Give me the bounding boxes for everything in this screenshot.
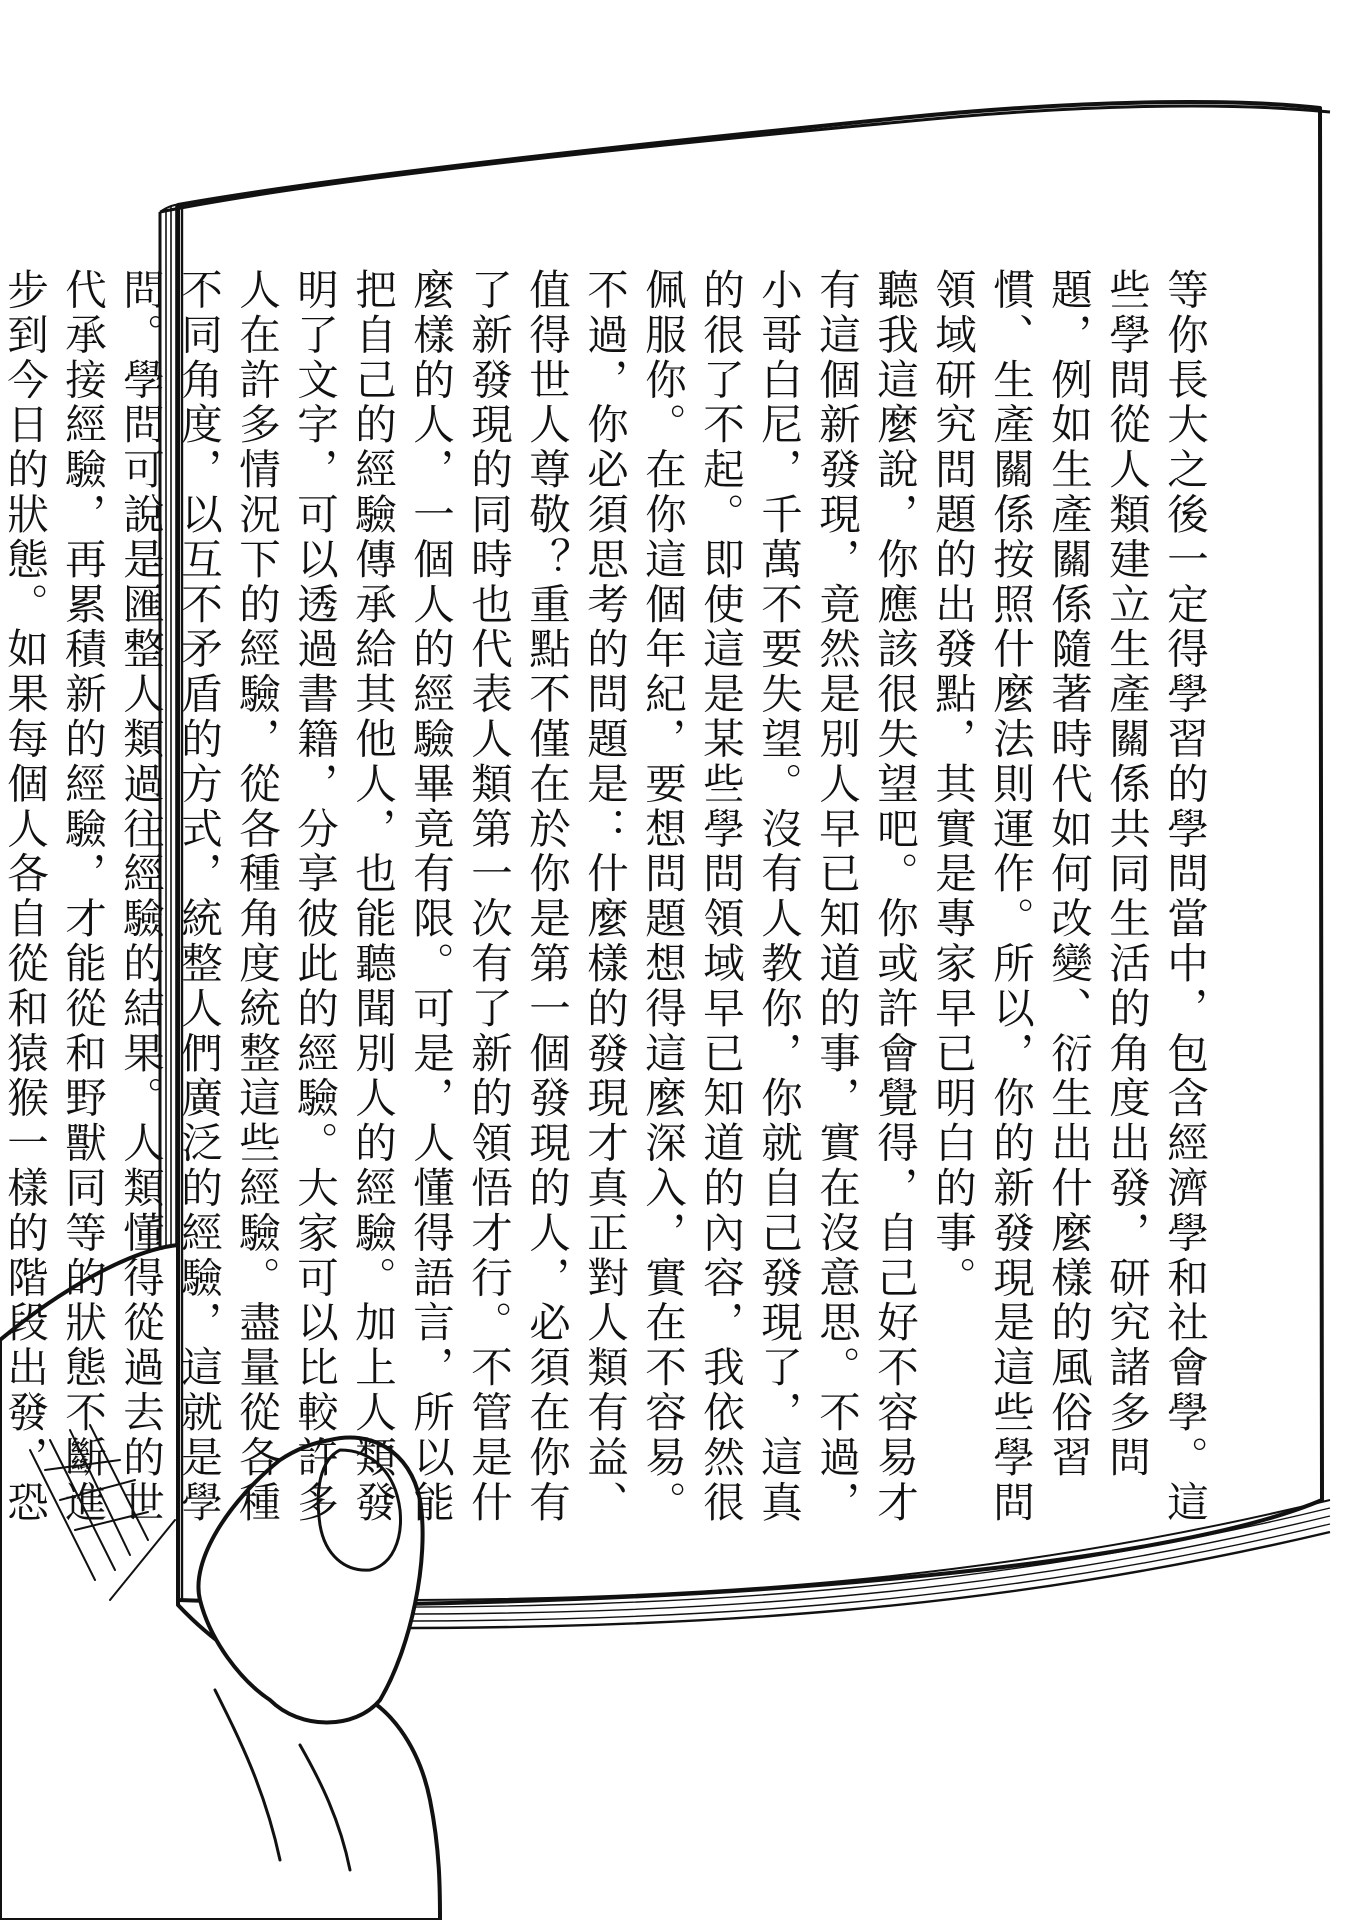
paragraph: 聽我這麼說，你應該很失望吧。你或許會覺得，自己好不容易才有這個新發現，竟然是別人早已知道的事，實在沒意思。不過，小哥白尼，千萬不要失望。沒有人教你，你就自己發現了，這真的很了不起。即使這是某些學問領域早已知道的內容，我依然很佩服你。在你這個年紀，要想問題想得這麼深入，實在不容易。 — [638, 268, 919, 1526]
paragraph: 等你長大之後一定得學習的學問當中，包含經濟學和社會學。這些學問從人類建立生產關係共同生活的角度出發，研究諸多問題，例如生產關係隨著時代如何改變、衍生出什麼樣的風俗習慣、生產關係按照什麼法則運作。所以，你的新發現是這些學問領域研究問題的出發點，其實是專家早已明白的事。 — [928, 268, 1209, 1526]
book-page-text — [0, 268, 1213, 1558]
paragraph: 不過，你必須思考的問題是：什麼樣的發現才真正對人類有益、值得世人尊敬？重點不僅在於你是第一個發現的人，必須在你有了新發現的同時也代表人類第一次有了新的領悟才行。不管是什麼樣的人，一個人的經驗畢竟有限。可是，人懂得語言，所以能把自己的經驗傳承給其他人，也能聽聞別人的經驗。加上人類發明了文字，可以透過書籍，分享彼此的經驗。大家可以比較許多人在許多情況下的經驗，從各種角度統整這些經驗。盡量從各種不同角度，以互不矛盾的方式，統整人們廣泛的經驗，這就是學問。學問可說是匯整人類過往經驗的結果。人類懂得從過去的世代承接經驗，再累積新的經驗，才能從和野獸同等的狀態不斷進步到今日的狀態。如果每個人各自從和猿猴一樣的階段出發，恐 — [0, 268, 629, 1526]
